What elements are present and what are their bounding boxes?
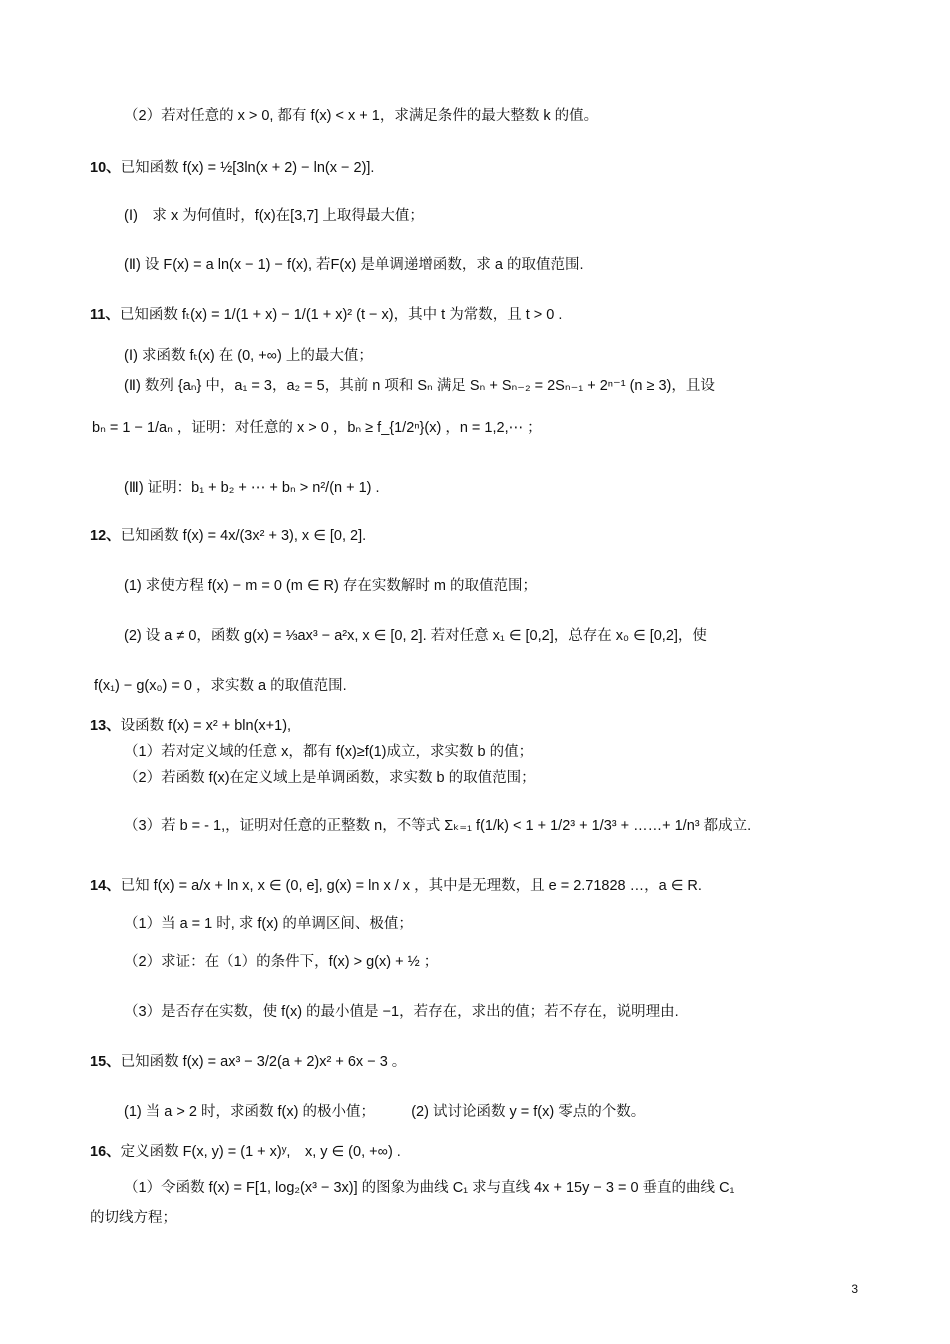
line-text: (1) 求使方程 f(x) − m = 0 (m ∈ R) 存在实数解时 m 的取值范围； [124, 578, 537, 594]
line-text: (1) 当 a > 2 时，求函数 f(x) 的极小值； (2) 试讨论函数 y = f(x) 零点的个数。 [124, 1104, 646, 1120]
text-line [94, 676, 347, 696]
line-text: (2) 设 a ≠ 0，函数 g(x) = ⅓ax³ − a²x, x ∈ [0, 2]. 若对任意 x₁ ∈ [0,2]，总存在 x₀ ∈ [0,2]，使 [124, 628, 707, 644]
line-text: 已知函数 f(x) = 4x/(3x² + 3), x ∈ [0, 2]. [120, 528, 367, 544]
problem-14-line [90, 876, 702, 896]
problem-15-line [90, 1052, 406, 1072]
problem-16-line [90, 1142, 401, 1162]
line-text: （2）求证：在（1）的条件下，f(x) > g(x) + ½ ； [124, 954, 439, 970]
line-text: 定义函数 F(x, y) = (1 + x)ʸ, x, y ∈ (0, +∞) . [120, 1144, 401, 1160]
problem-number: 15、 [90, 1054, 121, 1070]
line-text: 已知函数 f(x) = ax³ − 3/2(a + 2)x² + 6x − 3 。 [120, 1054, 407, 1070]
text-line [124, 206, 424, 226]
text-line [124, 478, 380, 498]
line-text: (Ⅱ) 设 F(x) = a ln(x − 1) − f(x), 若F(x) 是单调递增函数，求 a 的取值范围. [124, 257, 584, 273]
line-text: （1）若对定义域的任意 x，都有 f(x)≥f(1)成立，求实数 b 的值； [124, 744, 534, 760]
line-text: （2）若函数 f(x)在定义域上是单调函数，求实数 b 的取值范围； [124, 770, 536, 786]
page-number: 3 [851, 1282, 858, 1296]
line-text: 的切线方程； [90, 1210, 177, 1226]
text-line [124, 952, 438, 972]
line-text: (Ⅲ) 证明：b₁ + b₂ + ⋯ + bₙ > n²/(n + 1) . [124, 480, 380, 496]
text-line [124, 768, 536, 788]
text-line [124, 346, 373, 366]
line-text: 已知函数 f(x) = ½[3ln(x + 2) − ln(x − 2)]. [120, 160, 375, 176]
line-text: (Ⅰ) 求 x 为何值时，f(x)在[3,7] 上取得最大值； [124, 208, 424, 224]
line-text: （2）若对任意的 x > 0, 都有 f(x) < x + 1，求满足条件的最大整数 k 的值。 [124, 108, 599, 124]
problem-number: 14、 [90, 878, 121, 894]
line-text: bₙ = 1 − 1/aₙ ，证明：对任意的 x > 0 ，bₙ ≥ f_{1/2ⁿ}(x) ，n = 1,2,⋯ ； [92, 420, 542, 436]
line-text: 已知 f(x) = a/x + ln x, x ∈ (0, e], g(x) = ln x / x ，其中是无理数，且 e = 2.71828 …，a ∈ R. [120, 878, 702, 894]
text-line [90, 1208, 177, 1228]
line-text: （1）令函数 f(x) = F[1, log₂(x³ − 3x)] 的图象为曲线 C₁ 求与直线 4x + 15y − 3 = 0 垂直的曲线 C₁ [124, 1180, 735, 1196]
text-line [124, 576, 537, 596]
line-text: 已知函数 fₜ(x) = 1/(1 + x) − 1/(1 + x)² (t − x)，其中 t 为常数，且 t > 0 . [119, 307, 563, 323]
line-text: （3）若 b = - 1,，证明对任意的正整数 n，不等式 Σₖ₌₁ f(1/k) < 1 + 1/2³ + 1/3³ + ……+ 1/n³ 都成立. [124, 818, 752, 834]
text-line [124, 1178, 734, 1198]
problem-10-line [90, 158, 374, 178]
problem-12-line [90, 526, 366, 546]
text-line [92, 418, 542, 438]
text-line [124, 376, 715, 396]
line-text: (Ⅰ) 求函数 fₜ(x) 在 (0, +∞) 上的最大值； [124, 348, 373, 364]
text-line [124, 1102, 645, 1122]
text-line [124, 816, 751, 836]
line-text: f(x₁) − g(x₀) = 0 ，求实数 a 的取值范围. [94, 678, 347, 694]
problem-number: 13、 [90, 718, 121, 734]
problem-number: 12、 [90, 528, 121, 544]
text-line [124, 255, 583, 275]
text-line [124, 106, 598, 126]
problem-11-line [90, 305, 562, 325]
line-text: 设函数 f(x) = x² + bln(x+1), [120, 718, 292, 734]
line-text: (Ⅱ) 数列 {aₙ} 中，a₁ = 3，a₂ = 5，其前 n 项和 Sₙ 满足 Sₙ + Sₙ₋₂ = 2Sₙ₋₁ + 2ⁿ⁻¹ (n ≥ 3)，且设 [124, 378, 715, 394]
problem-number: 11、 [90, 307, 120, 323]
line-text: （1）当 a = 1 时, 求 f(x) 的单调区间、极值； [124, 916, 413, 932]
problem-number: 16、 [90, 1144, 121, 1160]
line-text: （3）是否存在实数，使 f(x) 的最小值是 −1，若存在，求出的值；若不存在，说明理由. [124, 1004, 679, 1020]
text-line [124, 914, 413, 934]
text-line [124, 742, 533, 762]
problem-13-line [90, 716, 291, 736]
text-line [124, 1002, 679, 1022]
problem-number: 10、 [90, 160, 121, 176]
text-line [124, 626, 707, 646]
